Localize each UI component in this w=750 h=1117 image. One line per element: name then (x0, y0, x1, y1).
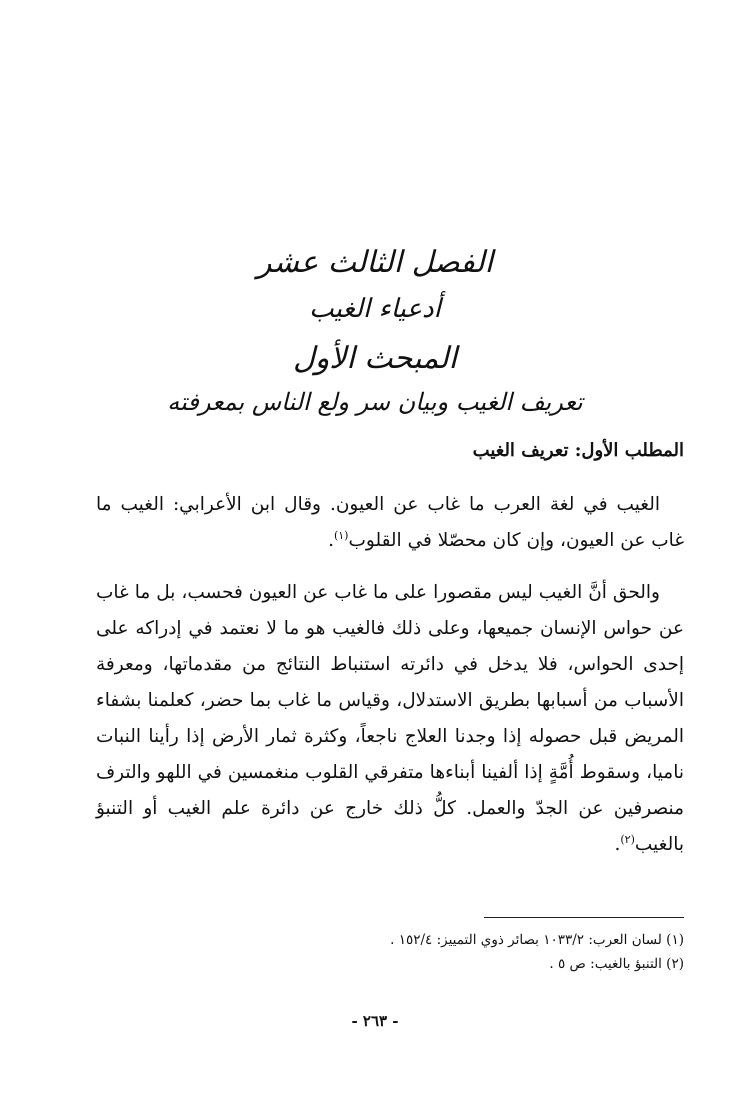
paragraph-text: الغيب في لغة العرب ما غاب عن العيون. وقال ابن الأعرابي: الغيب ما غاب عن العيون، وإن كان محصّلا في القلوب (96, 494, 684, 551)
paragraph-end: . (614, 834, 621, 855)
paragraph-text: والحق أنَّ الغيب ليس مقصورا على ما غاب عن العيون فحسب، بل ما غاب عن حواس الإنسان جميعها، وعلى ذلك فالغيب هو ما لا نعتمد في إدراكه على إحدى الحواس، فلا يدخل في دائرته استنباط النتائج من مقدماتها، ومعرفة الأسباب من أسبابها بطريق الاستدلال، وقياس ما غاب بما حضر، كعلمنا بشفاء المريض قبل حصوله إذا وجدنا العلاج ناجعاً، وكثرة ثمار الأرض إذا رأينا النبات ناميا، وسقوط أُمَّةٍ إذا ألفينا أبناءها متفرقي القلوب منغمسين في اللهو والترف منصرفين عن الجدّ والعمل. كلُّ ذلك خارج عن دائرة علم الغيب أو التنبؤ بالغيب (96, 582, 684, 855)
footnote-separator (484, 917, 684, 918)
chapter-subtitle: أدعياء الغيب (309, 294, 441, 324)
footnote-item: (١) لسان العرب: ١٠٣٣/٢ بصائر ذوي التمييز: ١٥٢/٤ . (390, 932, 684, 948)
paragraph-end: . (328, 530, 334, 551)
footnote-reference[interactable]: (٢) (620, 832, 635, 846)
section-title: المبحث الأول (293, 341, 457, 376)
headings-block (140, 245, 610, 430)
paragraph (96, 575, 684, 863)
footnotes (150, 928, 684, 976)
subsection-heading (473, 440, 684, 461)
footnote-reference[interactable]: (١) (333, 528, 349, 542)
subsection-label: المطلب الأول: (574, 440, 684, 461)
section-subtitle: تعريف الغيب وبيان سر ولع الناس بمعرفته (167, 388, 583, 416)
page-number: - ٢٦٣ - (351, 1012, 399, 1030)
footnote-item: (٢) التنبؤ بالغيب: ص ٥ . (549, 956, 684, 972)
chapter-title: الفصل الثالث عشر (257, 245, 493, 280)
paragraph (96, 487, 684, 559)
subsection-title: تعريف الغيب (472, 440, 569, 461)
